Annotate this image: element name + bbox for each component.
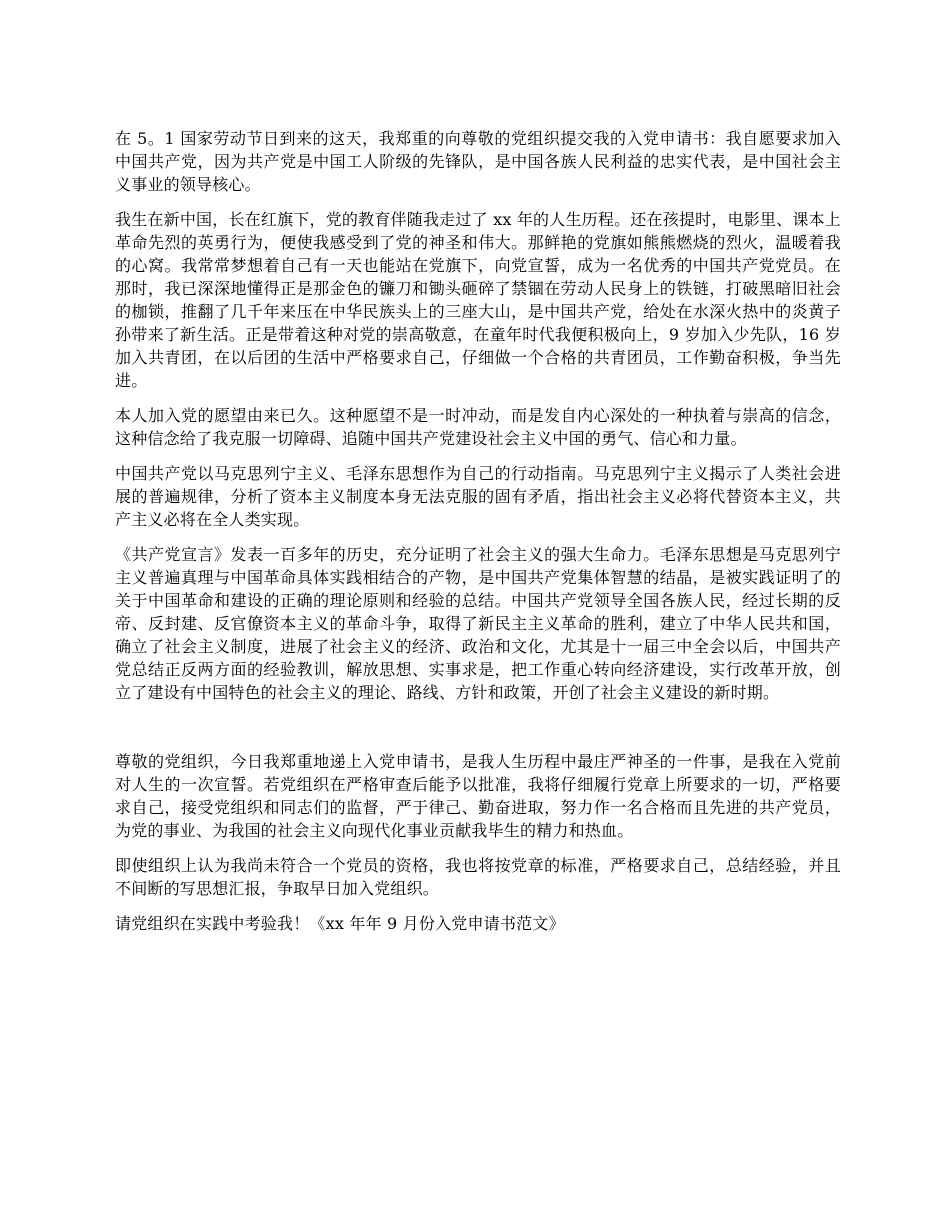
paragraph-pledge: 尊敬的党组织，今日我郑重地递上入党申请书，是我人生历程中最庄严神圣的一件事，是我在入党前对人生的一次宣誓。若党组织在严格审查后能予以批准，我将仔细履行党章上所要求的一切，严格要求自己，接受党组织和同志们的监督，严于律己、勤奋进取，努力作一名合格而且先进的共产党员，为党的事业、为我国的社会主义向现代化事业贡献我毕生的精力和热血。 — [115, 752, 841, 840]
paragraph-guiding-ideology: 中国共产党以马克思列宁主义、毛泽东思想作为自己的行动指南。马克思列宁主义揭示了人类社会进展的普遍规律，分析了资本主义制度本身无法克服的固有矛盾，指出社会主义必将代替资本主义，共产主义必将在全人类实现。 — [115, 464, 841, 529]
paragraph-commitment: 即使组织上认为我尚未符合一个党员的资格，我也将按党章的标准，严格要求自己，总结经验，并且不间断的写思想汇报，争取早日加入党组织。 — [115, 856, 841, 898]
paragraph-history: 《共产党宣言》发表一百多年的历史，充分证明了社会主义的强大生命力。毛泽东思想是马克思列宁主义普遍真理与中国革命具体实践相结合的产物，是中国共产党集体智慧的结晶，是被实践证明了的关于中国革命和建设的正确的理论原则和经验的总结。中国共产党领导全国各族人民，经过长期的反帝、反封建、反官僚资本主义的革命斗争，取得了新民主主义革命的胜利，建立了中华人民共和国，确立了社会主义制度，进展了社会主义的经济、政治和文化，尤其是十一届三中全会以后，中国共产党总结正反两方面的经验教训，解放思想、实事求是，把工作重心转向经济建设，实行改革开放，创立了建设有中国特色的社会主义的理论、路线、方针和政策，开创了社会主义建设的新时期。 — [115, 545, 841, 702]
paragraph-upbringing: 我生在新中国，长在红旗下，党的教育伴随我走过了 xx 年的人生历程。还在孩提时，电影里、课本上革命先烈的英勇行为，便使我感受到了党的神圣和伟大。那鲜艳的党旗如熊熊燃烧的烈火，温暖着我的心窝。我常常梦想着自己有一天也能站在党旗下，向党宣誓，成为一名优秀的中国共产党党员。在那时，我已深深地懂得正是那金色的镰刀和锄头砸碎了禁锢在劳动人民身上的铁链，打破黑暗旧社会的枷锁，推翻了几千年来压在中华民族头上的三座大山，是中国共产党，给处在水深火热中的炎黄子孙带来了新生活。正是带着这种对党的崇高敬意，在童年时代我便积极向上，9 岁加入少先队，16 岁加入共青团，在以后团的生活中严格要求自己，仔细做一个合格的共青团员，工作勤奋积极，争当先进。 — [115, 210, 841, 390]
paragraph-closing: 请党组织在实践中考验我！《xx 年年 9 月份入党申请书范文》 — [115, 914, 565, 933]
document-body — [115, 127, 841, 947]
paragraph-gap — [115, 716, 841, 750]
paragraph-intro: 在 5。1 国家劳动节日到来的这天，我郑重的向尊敬的党组织提交我的入党申请书：我自愿要求加入中国共产党，因为共产党是中国工人阶级的先锋队，是中国各族人民利益的忠实代表，是中国社会主义事业的领导核心。 — [115, 129, 841, 194]
paragraph-aspiration: 本人加入党的愿望由来已久。这种愿望不是一时冲动，而是发自内心深处的一种执着与崇高的信念，这种信念给了我克服一切障碍、追随中国共产党建设社会主义中国的勇气、信心和力量。 — [115, 406, 841, 448]
